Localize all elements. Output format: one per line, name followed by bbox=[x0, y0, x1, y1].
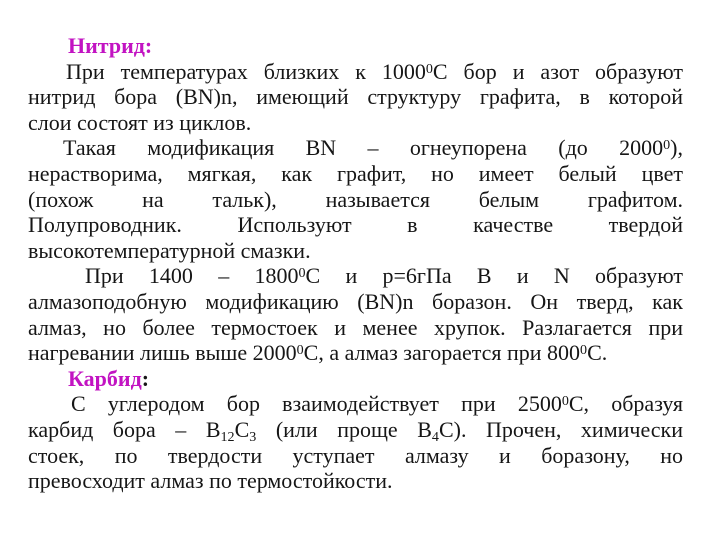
paragraph-bn-graphite-modification-line bbox=[28, 212, 683, 238]
paragraph-borazon-line bbox=[28, 340, 683, 366]
paragraph-boron-carbide-line bbox=[28, 391, 683, 417]
paragraph-boron-carbide-line bbox=[28, 417, 683, 443]
text-run: алмаз, но более термостоек и менее хрупок. Разлагается при bbox=[28, 314, 683, 340]
text-run: С и p=6гПа B и N образуют bbox=[305, 263, 683, 289]
text-run: С, образуя bbox=[568, 391, 683, 417]
superscript: 0 bbox=[580, 342, 588, 359]
text-run: алмазоподобную модификацию (BN)n боразон. Он тверд, как bbox=[28, 288, 683, 314]
heading-carbide bbox=[28, 366, 683, 392]
text-run: высокотемпературной смазки. bbox=[28, 237, 311, 263]
superscript: 0 bbox=[298, 265, 306, 282]
text-run: С. bbox=[587, 340, 608, 366]
superscript: 0 bbox=[425, 60, 433, 77]
text-run: слои состоят из циклов. bbox=[28, 109, 252, 135]
text-run: C bbox=[234, 416, 250, 442]
text-run: превосходит алмаз по термостойкости. bbox=[28, 468, 393, 494]
text-run: Карбид bbox=[68, 365, 142, 391]
paragraph-nitride-formation-line bbox=[28, 110, 683, 136]
paragraph-nitride-formation-line bbox=[28, 59, 683, 85]
text-run: (или проще B bbox=[256, 416, 432, 442]
text-run: С углеродом бор взаимодействует при 2500 bbox=[71, 391, 562, 417]
text-run: C). Прочен, химически bbox=[438, 416, 683, 442]
paragraph-boron-carbide-line bbox=[28, 468, 683, 494]
text-run: При температурах близких к 1000 bbox=[66, 58, 426, 84]
paragraph-borazon-line bbox=[28, 315, 683, 341]
text-run: ), bbox=[670, 135, 683, 161]
paragraph-boron-carbide-line bbox=[28, 443, 683, 469]
heading-nitride bbox=[28, 33, 683, 59]
paragraph-bn-graphite-modification-line bbox=[28, 238, 683, 264]
paragraph-borazon-line bbox=[28, 263, 683, 289]
text-run: карбид бора – B bbox=[28, 416, 221, 442]
text-run: (похож на тальк), называется белым графитом. bbox=[28, 186, 683, 212]
text-run: Полупроводник. Используют в качестве твердой bbox=[28, 212, 683, 238]
text-run: Нитрид: bbox=[68, 33, 153, 58]
text-run: Такая модификация BN – огнеупорена (до 2000 bbox=[63, 135, 664, 161]
paragraph-bn-graphite-modification-line bbox=[28, 135, 683, 161]
text-run: С, а алмаз загорается при 800 bbox=[303, 340, 581, 366]
paragraph-nitride-formation-line bbox=[28, 84, 683, 110]
text-run: : bbox=[141, 365, 150, 391]
paragraph-bn-graphite-modification-line bbox=[28, 161, 683, 187]
text-run: нитрид бора (BN)n, имеющий структуру графита, в которой bbox=[28, 84, 683, 110]
text-run: При 1400 – 1800 bbox=[85, 263, 299, 289]
text-run: стоек, по твердости уступает алмазу и боразону, но bbox=[28, 442, 683, 468]
text-run: нагревании лишь выше 2000 bbox=[28, 340, 297, 366]
text-run: С бор и азот образуют bbox=[432, 58, 683, 84]
subscript: 3 bbox=[249, 428, 257, 445]
paragraph-borazon-line bbox=[28, 289, 683, 315]
subscript: 4 bbox=[431, 428, 439, 445]
subscript: 12 bbox=[220, 428, 235, 445]
text-run: нерастворима, мягкая, как графит, но имеет белый цвет bbox=[28, 160, 683, 186]
superscript: 0 bbox=[561, 393, 569, 410]
superscript: 0 bbox=[663, 137, 671, 154]
superscript: 0 bbox=[296, 342, 304, 359]
text-column bbox=[28, 33, 683, 494]
paragraph-bn-graphite-modification-line bbox=[28, 187, 683, 213]
